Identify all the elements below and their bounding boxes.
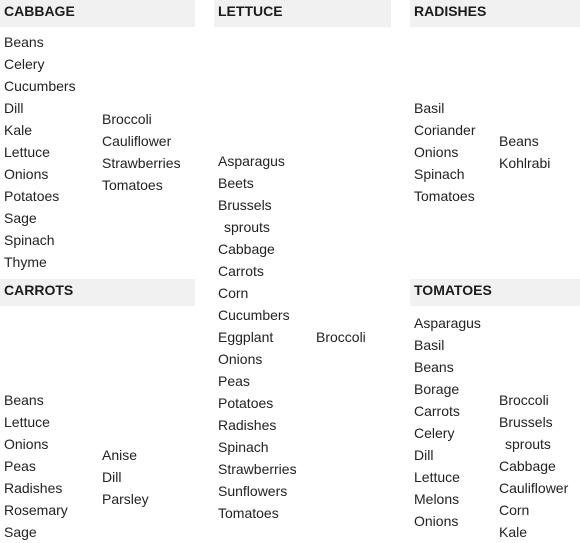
list-item: Spinach <box>4 232 55 248</box>
list-item: Kale <box>4 122 33 138</box>
list-item: Dill <box>102 469 122 485</box>
list-item: Broccoli <box>499 392 549 408</box>
list-item: Radishes <box>218 417 277 433</box>
list-item: Tomatoes <box>414 188 475 204</box>
avoid-list <box>316 150 366 524</box>
avoid-list <box>499 389 568 543</box>
card-carrots <box>0 279 195 540</box>
list-item: Cauliflower <box>499 480 569 496</box>
list-item: Asparagus <box>218 153 285 169</box>
companion-list <box>414 31 475 273</box>
list-item: Brussels <box>499 414 553 430</box>
list-item: Sunflowers <box>218 483 288 499</box>
list-item: Lettuce <box>4 144 50 160</box>
list-item: Basil <box>414 337 445 353</box>
list-item: Radishes <box>4 480 63 496</box>
list-item: Cabbage <box>218 241 275 257</box>
list-item: Beans <box>414 359 454 375</box>
list-item: Cabbage <box>499 458 556 474</box>
list-item: Onions <box>414 513 459 529</box>
list-item: Coriander <box>414 122 476 138</box>
list-item: Beets <box>218 175 254 191</box>
list-item: Strawberries <box>218 461 297 477</box>
list-item: Basil <box>414 100 445 116</box>
list-item: Broccoli <box>316 329 366 345</box>
list-item: Dill <box>4 100 24 116</box>
list-item: Broccoli <box>102 111 152 127</box>
list-item: Celery <box>4 56 45 72</box>
list-item: Cauliflower <box>102 133 172 149</box>
list-item: Dill <box>414 447 434 463</box>
list-item: Onions <box>414 144 459 160</box>
list-item: Brussels <box>218 197 272 213</box>
list-item: Tomatoes <box>218 505 279 521</box>
list-item: Kohlrabi <box>499 155 551 171</box>
list-item: Potatoes <box>4 188 60 204</box>
companion-list <box>4 389 68 543</box>
list-item: Carrots <box>414 403 460 419</box>
list-item: Onions <box>4 166 49 182</box>
list-item: Parsley <box>102 491 149 507</box>
card-tomatoes <box>410 279 580 540</box>
list-item: Spinach <box>218 439 269 455</box>
list-item: Borage <box>414 381 460 397</box>
list-item: Strawberries <box>102 155 181 171</box>
list-item: Carrots <box>218 263 264 279</box>
list-item: Lettuce <box>4 414 50 430</box>
list-item: Melons <box>414 491 460 507</box>
list-item: Peas <box>4 458 36 474</box>
list-item: Beans <box>4 392 44 408</box>
list-item: Peas <box>218 373 250 389</box>
list-item: Cucumbers <box>4 78 76 94</box>
card-title: CABBAGE <box>0 0 195 27</box>
list-item: Sage <box>4 524 37 540</box>
companion-list <box>414 312 481 532</box>
list-item: Potatoes <box>218 395 274 411</box>
list-item: Lettuce <box>414 469 460 485</box>
list-item: Beans <box>4 34 44 50</box>
list-item: Corn <box>218 285 249 301</box>
card-title: TOMATOES <box>410 279 580 306</box>
list-item: Asparagus <box>414 315 481 331</box>
avoid-list <box>102 31 181 273</box>
avoid-list <box>102 444 149 510</box>
list-item: Onions <box>4 436 49 452</box>
list-item: Rosemary <box>4 502 68 518</box>
list-item: Sage <box>4 210 37 226</box>
avoid-list <box>499 31 550 273</box>
list-item: Tomatoes <box>102 177 163 193</box>
list-item: Thyme <box>4 254 47 270</box>
list-item: Celery <box>414 425 455 441</box>
list-item: sprouts <box>224 219 270 235</box>
list-item: Spinach <box>414 166 465 182</box>
list-item: Corn <box>499 502 530 518</box>
list-item: Beans <box>499 133 539 149</box>
card-lettuce <box>214 0 391 537</box>
list-item: Anise <box>102 447 138 463</box>
list-item: Kale <box>499 524 528 540</box>
list-item: sprouts <box>505 436 551 452</box>
list-item: Cucumbers <box>218 307 290 323</box>
card-radishes <box>410 0 580 277</box>
companion-list <box>218 150 297 524</box>
card-title: CARROTS <box>0 279 195 306</box>
list-item: Onions <box>218 351 263 367</box>
companion-list <box>4 31 76 273</box>
card-cabbage <box>0 0 195 277</box>
list-item: Eggplant <box>218 329 274 345</box>
card-title: LETTUCE <box>214 0 391 27</box>
card-title: RADISHES <box>410 0 580 27</box>
